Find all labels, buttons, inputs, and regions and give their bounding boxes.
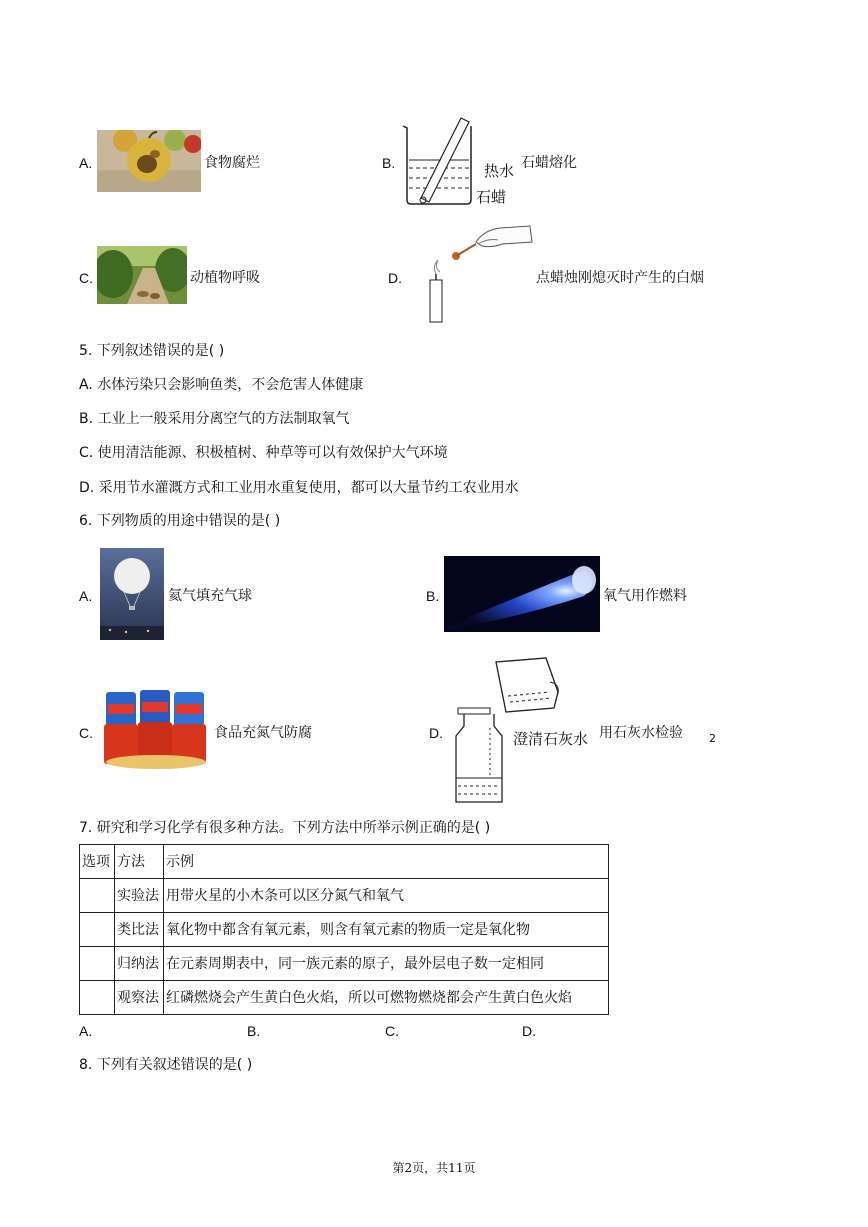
q5-option-d: D. 采用节水灌溉方式和工业用水重复使用，都可以大量节约工农业用水	[79, 480, 519, 496]
blue-flame-image	[444, 556, 600, 632]
table-cell: 在元素周期表中，同一族元素的原子，最外层电子数一定相同	[164, 947, 609, 981]
q6-option-c-caption: 食品充氮气防腐	[214, 725, 312, 741]
table-cell: 实验法	[115, 879, 164, 913]
q6-option-b-letter: B.	[426, 588, 440, 604]
q4-option-a-caption: 食物腐烂	[204, 155, 260, 171]
q7-choice-c: C.	[385, 1023, 399, 1039]
q8-stem: 8. 下列有关叙述错误的是( )	[79, 1057, 253, 1073]
table-header-cell: 选项	[80, 845, 115, 879]
table-cell: 观察法	[115, 981, 164, 1015]
table-header-cell: 示例	[164, 845, 609, 879]
beaker-wax-diagram	[399, 116, 479, 208]
q4-option-b-caption: 石蜡熔化	[521, 155, 577, 171]
candle-smoke-diagram	[418, 222, 534, 324]
table-row	[80, 879, 609, 913]
q5-option-b: B. 工业上一般采用分离空气的方法制取氧气	[79, 411, 350, 427]
page-footer: 第2页，共11页	[392, 1161, 476, 1175]
q7-choice-a: A.	[79, 1023, 93, 1039]
rotten-fruit-image	[97, 130, 201, 192]
balloon-image	[100, 548, 164, 640]
q6-stem: 6. 下列物质的用途中错误的是( )	[79, 513, 281, 529]
table-cell: 类比法	[115, 913, 164, 947]
limewater-label: 澄清石灰水	[513, 730, 589, 748]
q6-option-b-caption: 氧气用作燃料	[603, 588, 687, 604]
table-row	[80, 947, 609, 981]
table-cell: 归纳法	[115, 947, 164, 981]
q6-option-c-letter: C.	[79, 725, 93, 741]
table-header-cell: 方法	[115, 845, 164, 879]
q4-option-a-letter: A.	[79, 155, 93, 171]
q6-option-a-letter: A.	[79, 588, 93, 604]
beaker-label-hot-water: 热水	[484, 162, 515, 180]
beaker-label-wax: 石蜡	[476, 188, 507, 206]
q6-option-d-subscript: 2	[709, 732, 716, 745]
table-cell	[80, 947, 115, 981]
q4-option-d-caption: 点蜡烛刚熄灭时产生的白烟	[536, 270, 704, 286]
snack-bags-image	[104, 690, 208, 770]
q4-option-b-letter: B.	[382, 155, 396, 171]
q5-option-c: C. 使用清洁能源、积极植树、种草等可以有效保护大气环境	[79, 445, 448, 461]
q6-option-a-caption: 氦气填充气球	[168, 588, 252, 604]
q7-stem: 7. 研究和学习化学有很多种方法。下列方法中所举示例正确的是( )	[79, 820, 491, 836]
table-cell: 用带火星的小木条可以区分氮气和氧气	[164, 879, 609, 913]
q5-option-a: A. 水体污染只会影响鱼类，不会危害人体健康	[79, 377, 364, 393]
forest-animals-image	[97, 246, 187, 304]
table-cell	[80, 981, 115, 1015]
table-cell	[80, 879, 115, 913]
q4-option-d-letter: D.	[388, 270, 402, 286]
table-header-row	[80, 845, 609, 879]
q4-option-c-caption: 动植物呼吸	[190, 270, 260, 286]
table-row	[80, 981, 609, 1015]
q4-option-c-letter: C.	[79, 270, 93, 286]
table-row	[80, 913, 609, 947]
q5-stem: 5. 下列叙述错误的是( )	[79, 343, 225, 359]
table-cell: 红磷燃烧会产生黄白色火焰，所以可燃物燃烧都会产生黄白色火焰	[164, 981, 609, 1015]
q6-option-d-caption: 用石灰水检验	[599, 725, 683, 741]
q7-choice-d: D.	[522, 1023, 536, 1039]
table-cell: 氧化物中都含有氧元素，则含有氧元素的物质一定是氧化物	[164, 913, 609, 947]
q6-option-d-letter: D.	[429, 725, 443, 741]
q7-choice-b: B.	[247, 1023, 261, 1039]
q7-table	[79, 844, 609, 1015]
table-cell	[80, 913, 115, 947]
